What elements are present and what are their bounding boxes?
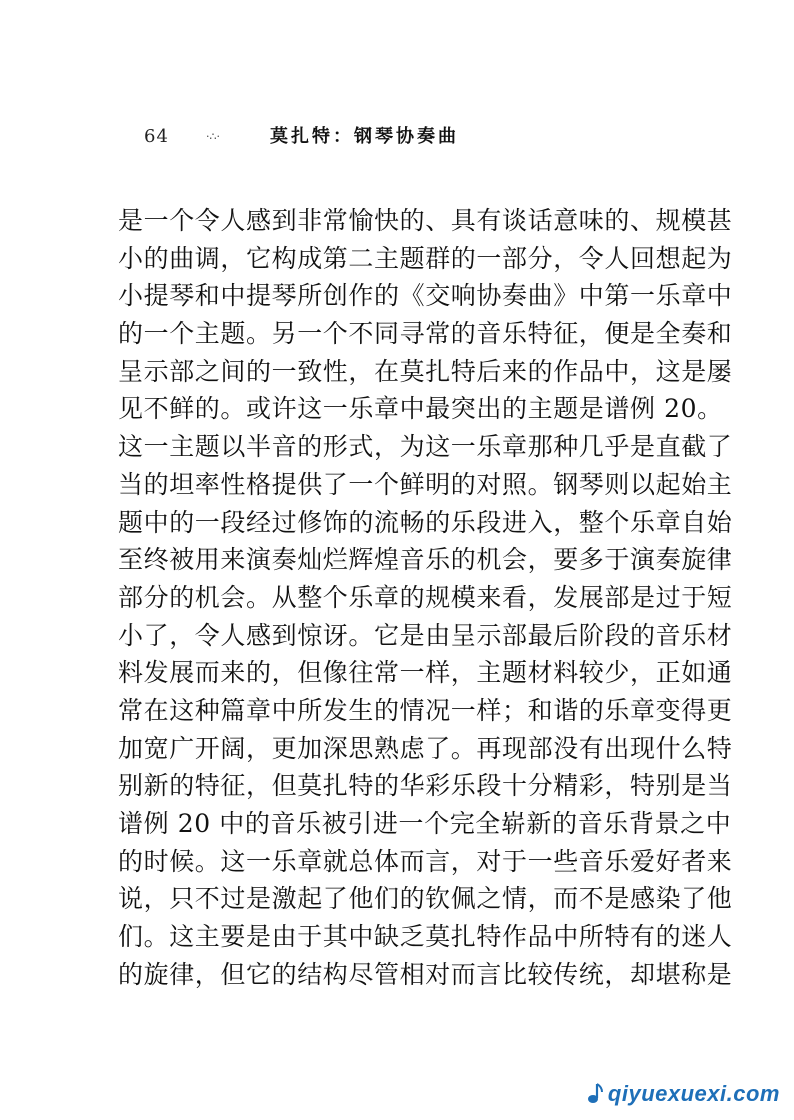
text-line: 料发展而来的，但像往常一样，主题材料较少，正如通 [118, 658, 733, 688]
text-line: 的旋律，但它的结构尽管相对而言比较传统，却堪称是 [118, 959, 733, 989]
text-line: 这一主题以半音的形式，为这一乐章那种几乎是直截了 [118, 432, 733, 462]
text-line: 谱例 20 中的音乐被引进一个完全崭新的音乐背景之中 [118, 809, 732, 838]
text-line: 部分的机会。从整个乐章的规模来看，发展部是过于短 [118, 582, 733, 612]
text-line: 小的曲调，它构成第二主题群的一部分，令人回想起为 [118, 243, 733, 273]
text-line: 说，只不过是激起了他们的钦佩之情，而不是感染了他 [118, 884, 733, 914]
text-line: 当的坦率性格提供了一个鲜明的对照。钢琴则以起始主 [118, 469, 733, 499]
text-line: 加宽广开阔，更加深思熟虑了。再现部没有出现什么特 [118, 733, 733, 763]
text-line: 们。这主要是由于其中缺乏莫扎特作品中所特有的迷人 [118, 922, 733, 952]
text-line: 题中的一段经过修饰的流畅的乐段进入，整个乐章自始 [118, 507, 733, 537]
page-number: 64 [144, 126, 169, 147]
text-line: 常在这种篇章中所发生的情况一样；和谐的乐章变得更 [118, 695, 733, 725]
running-title: 莫扎特：钢琴协奏曲 [270, 126, 459, 147]
text-line: 小了，令人感到惊讶。它是由呈示部最后阶段的音乐材 [118, 620, 733, 650]
music-note-logo-icon [586, 1083, 604, 1105]
text-line: 的一个主题。另一个不同寻常的音乐特征，便是全奏和 [118, 319, 733, 349]
text-line: 的时候。这一乐章就总体而言，对于一些音乐爱好者来 [118, 846, 733, 876]
body-text [118, 202, 733, 993]
text-line: 别新的特征，但莫扎特的华彩乐段十分精彩，特别是当 [118, 771, 733, 801]
watermark-text: qiyuexuexi.com [607, 1081, 780, 1106]
text-line: 见不鲜的。或许这一乐章中最突出的主题是谱例 20。 [118, 394, 723, 424]
page-header [144, 124, 564, 150]
text-line: 呈示部之间的一致性，在莫扎特后来的作品中，这是屡 [118, 356, 733, 386]
text-line: 至终被用来演奏灿烂辉煌音乐的机会，要多于演奏旋律 [118, 545, 733, 575]
text-line: 小提琴和中提琴所创作的《交响协奏曲》中第一乐章中 [118, 281, 733, 311]
site-watermark [586, 1074, 780, 1114]
text-line: 是一个令人感到非常愉快的、具有谈话意味的、规模甚 [118, 206, 733, 235]
header-ornament: ·∴· [206, 130, 220, 143]
